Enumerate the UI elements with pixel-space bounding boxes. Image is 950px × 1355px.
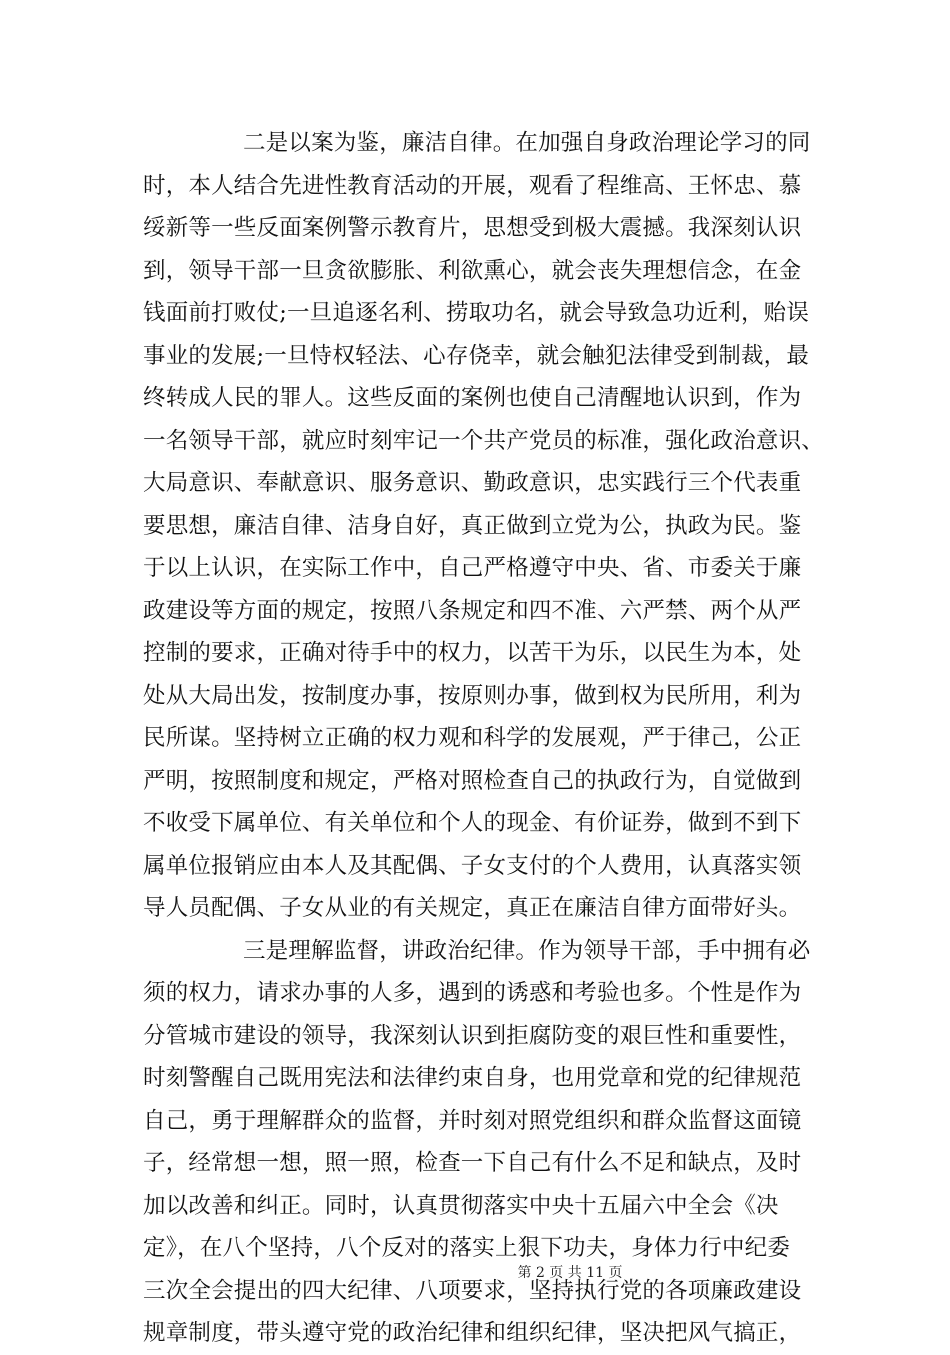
paragraph-2-line-3: 绥新等一些反面案例警示教育片，思想受到极大震撼。我深刻认识	[143, 215, 802, 241]
paragraph-2-line-10: 要思想，廉洁自律、洁身自好，真正做到立党为公，执政为民。鉴	[143, 512, 802, 539]
paragraph-2-line-8: 一名领导干部，就应时刻牢记一个共产党员的标准，强化政治意识、	[143, 427, 825, 454]
page-number-footer: 第 2 页 共 11 页	[517, 1265, 623, 1281]
paragraph-3-line-2: 须的权力，请求办事的人多，遇到的诱惑和考验也多。个性是作为	[143, 980, 802, 1006]
paragraph-3-line-1: 三是理解监督，讲政治纪律。作为领导干部，手中拥有必	[243, 937, 811, 964]
paragraph-2-line-13: 控制的要求，正确对待手中的权力，以苦干为乐，以民生为本，处	[143, 640, 802, 666]
paragraph-3-line-3: 分管城市建设的领导，我深刻认识到拒腐防变的艰巨性和重要性，	[143, 1022, 802, 1049]
paragraph-2-line-15: 民所谋。坚持树立正确的权力观和科学的发展观，严于律己，公正	[143, 725, 802, 751]
paragraph-3-line-8: 定》，在八个坚持，八个反对的落实上狠下功夫，身体力行中纪委	[143, 1235, 791, 1261]
paragraph-2-line-17: 不收受下属单位、有关单位和个人的现金、有价证券，做到不到下	[143, 810, 802, 836]
document-body	[143, 122, 823, 1355]
paragraph-2-line-9: 大局意识、奉献意识、服务意识、勤政意识，忠实践行三个代表重	[143, 470, 802, 496]
paragraph-2-line-19: 导人员配偶、子女从业的有关规定，真正在廉洁自律方面带好头。	[143, 895, 802, 921]
paragraph-3-line-4: 时刻警醒自己既用宪法和法律约束自身，也用党章和党的纪律规范	[143, 1065, 802, 1091]
paragraph-3-line-6: 子，经常想一想，照一照，检查一下自己有什么不足和缺点，及时	[143, 1150, 802, 1176]
paragraph-3-line-10: 规章制度，带头遵守党的政治纪律和组织纪律，坚决把风气搞正，	[143, 1320, 802, 1346]
paragraph-2-line-4: 到，领导干部一旦贪欲膨胀、利欲熏心，就会丧失理想信念，在金	[143, 257, 802, 284]
paragraph-2-line-1: 二是以案为鉴，廉洁自律。在加强自身政治理论学习的同	[243, 130, 811, 156]
paragraph-3-line-9: 三次全会提出的四大纪律、八项要求，坚持执行党的各项廉政建设	[143, 1277, 802, 1304]
paragraph-2-line-6: 事业的发展;一旦恃权轻法、心存侥幸，就会触犯法律受到制裁，最	[143, 342, 810, 369]
paragraph-2-line-18: 属单位报销应由本人及其配偶、子女支付的个人费用，认真落实领	[143, 852, 802, 879]
paragraph-2-line-7: 终转成人民的罪人。这些反面的案例也使自己清醒地认识到，作为	[143, 385, 802, 411]
paragraph-2-line-16: 严明，按照制度和规定，严格对照检查自己的执政行为，自觉做到	[143, 767, 802, 794]
paragraph-3-line-5: 自己，勇于理解群众的监督，并时刻对照党组织和群众监督这面镜	[143, 1107, 802, 1134]
paragraph-2-line-5: 钱面前打败仗;一旦追逐名利、捞取功名，就会导致急功近利，贻误	[143, 300, 810, 326]
paragraph-2-line-14: 处从大局出发，按制度办事，按原则办事，做到权为民所用，利为	[143, 682, 802, 709]
paragraph-2-line-11: 于以上认识，在实际工作中，自己严格遵守中央、省、市委关于廉	[143, 555, 802, 581]
paragraph-2-line-12: 政建设等方面的规定，按照八条规定和四不准、六严禁、两个从严	[143, 597, 802, 624]
paragraph-2-line-2: 时，本人结合先进性教育活动的开展，观看了程维高、王怀忠、慕	[143, 172, 802, 199]
paragraph-3-line-7: 加以改善和纠正。同时，认真贯彻落实中央十五届六中全会《决	[143, 1192, 779, 1219]
